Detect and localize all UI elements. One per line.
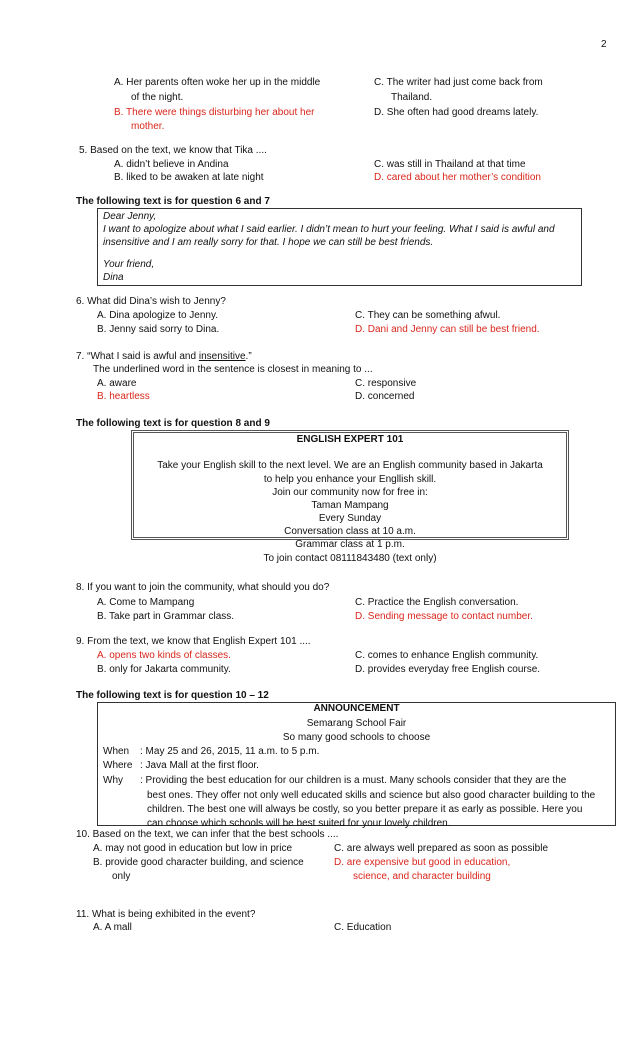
q5-option-c: C. was still in Thailand at that time [374,159,526,170]
ad-line7: Grammar class at 1 p.m. [295,539,405,550]
letter-body-line2: insensitive and I am really sorry for that. I hope we can still be best friends. [103,237,434,248]
q11-option-c: C. Education [334,922,392,933]
why-label: Why [103,775,123,786]
q7-stem [76,351,252,363]
ad-line6: Conversation class at 10 a.m. [284,526,416,537]
q7-stem-line2: The underlined word in the sentence is closest in meaning to ... [93,364,373,375]
q7-option-a: A. aware [97,378,137,389]
q8-option-a: A. Come to Mampang [97,597,195,608]
q4-option-a-line2: of the night. [131,92,184,103]
q9-option-a: A. opens two kinds of classes. [97,650,231,661]
q7-underlined-word: insensitive [198,351,246,362]
ad-line3: Join our community now for free in: [272,487,428,498]
q5-option-d: D. cared about her mother’s condition [374,172,541,183]
q4-option-c-line2: Thailand. [391,92,433,103]
why-value-line3: children. The best one will always be costly, so you better prepare it as early as possible. Here you [147,804,583,815]
q4-option-b-line2: mother. [131,121,165,132]
ad-line2: to help you enhance your Engllish skill. [263,474,437,485]
announcement-title: ANNOUNCEMENT [313,703,400,714]
letter-body-line1: I want to apologize about what I said earlier. I didn’t mean to hurt your feeling. What I said is awful and [103,224,555,235]
q7-option-c: C. responsive [355,378,417,389]
where-label: Where [103,760,133,771]
q10-option-b-line1: B. provide good character building, and science [93,857,304,868]
q4-option-b-line1: B. There were things disturbing her about her [114,107,315,118]
q10-option-c: C. are always well prepared as soon as possible [334,843,548,854]
q10-option-a: A. may not good in education but low in price [93,843,293,854]
why-value-line4: can choose which schools will be best suited for your lovely children. [147,818,451,829]
q5-option-b: B. liked to be awaken at late night [114,172,264,183]
why-value-line2: best ones. They offer not only well educated skills and science but also good character building to the [147,790,596,801]
why-value-line1: : Providing the best education for our children is a must. Many schools consider that they are the [140,775,567,786]
page-number: 2 [601,39,607,50]
q7-option-d: D. concerned [355,391,415,402]
ad-line5: Every Sunday [318,513,382,524]
q4-option-d: D. She often had good dreams lately. [374,107,539,118]
text1-heading: The following text is for question 6 and 7 [76,196,270,207]
q6-option-a: A. Dina apologize to Jenny. [97,310,219,321]
q9-stem: 9. From the text, we know that English Expert 101 .... [76,636,311,647]
announcement-subtitle1: Semarang School Fair [306,718,407,729]
q11-stem: 11. What is being exhibited in the event? [76,909,256,920]
q6-stem: 6. What did Dina’s wish to Jenny? [76,296,226,307]
q4-option-a-line1: A. Her parents often woke her up in the middle [114,77,321,88]
q7-option-b: B. heartless [97,391,150,402]
q8-option-b: B. Take part in Grammar class. [97,611,235,622]
q9-option-d: D. provides everyday free English course. [355,664,541,675]
q7-stem-pre: 7. “What I said is awful and [76,351,199,362]
text3-heading: The following text is for question 10 – 12 [76,690,269,701]
q8-stem: 8. If you want to join the community, what should you do? [76,582,330,593]
letter-greeting: Dear Jenny, [103,211,157,222]
letter-closing: Your friend, [103,259,155,270]
q6-option-b: B. Jenny said sorry to Dina. [97,324,220,335]
announcement-subtitle2: So many good schools to choose [282,732,431,743]
q5-option-a: A. didn’t believe in Andina [114,159,229,170]
q7-stem-post: .” [245,351,252,362]
ad-title: ENGLISH EXPERT 101 [296,434,404,445]
when-value: : May 25 and 26, 2015, 11 a.m. to 5 p.m. [140,746,320,757]
q4-option-c-line1: C. The writer had just come back from [374,77,543,88]
q9-option-b: B. only for Jakarta community. [97,664,231,675]
q10-stem: 10. Based on the text, we can infer that the best schools .... [76,829,339,840]
q10-option-d-line2: science, and character building [353,871,491,882]
q5-stem: 5. Based on the text, we know that Tika .... [79,145,267,156]
where-value: : Java Mall at the first floor. [140,760,259,771]
q10-option-d-line1: D. are expensive but good in education, [334,857,511,868]
q9-option-c: C. comes to enhance English community. [355,650,539,661]
q11-option-a: A. A mall [93,922,132,933]
when-label: When [103,746,130,757]
ad-line1: Take your English skill to the next level. We are an English community based in Jakarta [157,460,543,471]
q6-option-d: D. Dani and Jenny can still be best friend. [355,324,540,335]
q10-option-b-line2: only [112,871,131,882]
ad-line8: To join contact 08111843480 (text only) [263,553,437,564]
q8-option-c: C. Practice the English conversation. [355,597,519,608]
letter-signature: Dina [103,272,124,283]
text2-heading: The following text is for question 8 and 9 [76,418,270,429]
ad-line4: Taman Mampang [311,500,389,511]
q6-option-c: C. They can be something afwul. [355,310,501,321]
q8-option-d: D. Sending message to contact number. [355,611,533,622]
